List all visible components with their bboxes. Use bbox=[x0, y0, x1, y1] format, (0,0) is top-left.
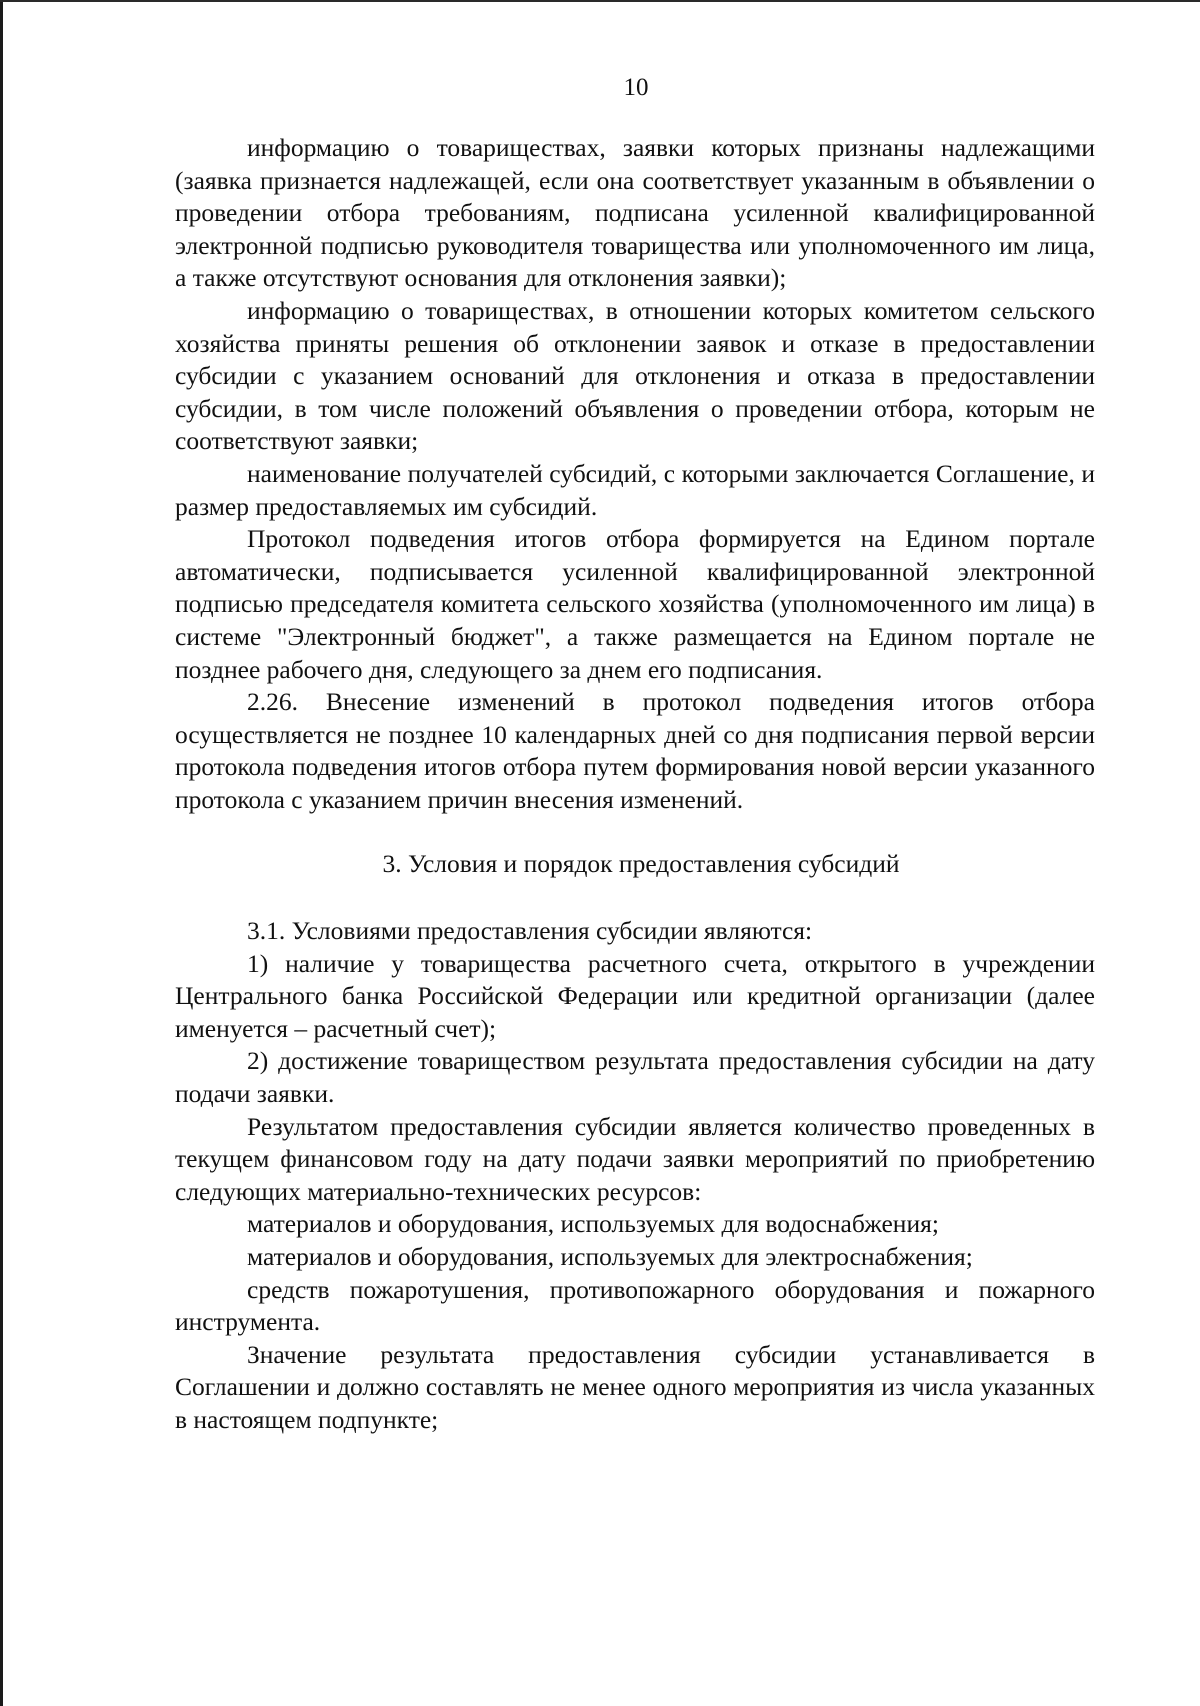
document-body bbox=[175, 132, 1095, 1437]
section-paragraph-6: материалов и оборудования, используемых для электроснабжения; bbox=[247, 1242, 973, 1271]
section-paragraph-7: средств пожаротушения, противопожарного оборудования и пожарного инструмента. bbox=[175, 1274, 1095, 1337]
section-paragraph-8: Значение результата предоставления субсидии устанавливается в Соглашении и должно составлять не менее одного мероприятия из числа указанных в настоящем подпункте; bbox=[175, 1339, 1095, 1434]
section-paragraph-1: 3.1. Условиями предоставления субсидии являются: bbox=[247, 916, 813, 946]
paragraph-2: информацию о товариществах, в отношении которых комитетом сельского хозяйства приняты решения об отклонении заявок и отказе в предоставлении субсидии с указанием оснований для отклонения и отказа в предоставлении субсидии, в том числе положений объявления о проведении отбора, которым не соответствуют заявки; bbox=[175, 295, 1095, 456]
paragraph-5: 2.26. Внесение изменений в протокол подведения итогов отбора осуществляется не позднее 10 календарных дней со дня подписания первой версии протокола подведения итогов отбора путем формирования новой версии указанного протокола с указанием причин внесения изменений. bbox=[175, 687, 1095, 814]
section-paragraph-4: Результатом предоставления субсидии является количество проведенных в текущем финансовом году на дату подачи заявки мероприятий по приобретению следующих материально-технических ресурсов: bbox=[175, 1111, 1095, 1206]
page-number: 10 bbox=[623, 74, 649, 101]
scan-border-left bbox=[0, 0, 3, 1706]
section-heading: 3. Условия и порядок предоставления субсидий bbox=[382, 849, 900, 879]
section-paragraph-2: 1) наличие у товарищества расчетного счета, открытого в учреждении Центрального банка Российской Федерации или кредитной организации (далее именуется – расчетный счет); bbox=[175, 948, 1095, 1043]
paragraph-4: Протокол подведения итогов отбора формируется на Едином портале автоматически, подписывается усиленной квалифицированной электронной подписью председателя комитета сельского хозяйства (уполномоченного им лица) в системе "Электронный бюджет", а также размещается на Едином портале не позднее рабочего дня, следующего за днем его подписания. bbox=[175, 524, 1095, 684]
scan-border-top bbox=[0, 0, 1200, 2]
section-paragraph-3: 2) достижение товариществом результата предоставления субсидии на дату подачи заявки. bbox=[175, 1046, 1095, 1109]
paragraph-1: информацию о товариществах, заявки которых признаны надлежащими (заявка признается надлежащей, если она соответствует указанным в объявлении о проведении отбора требованиям, подписана усиленной квалифицированной электронной подписью руководителя товарищества или уполномоченного им лица, а также отсутствуют основания для отклонения заявки); bbox=[175, 133, 1095, 293]
paragraph-3: наименование получателей субсидий, с которыми заключается Соглашение, и размер предоставляемых им субсидий. bbox=[175, 458, 1095, 521]
section-paragraph-5: материалов и оборудования, используемых для водоснабжения; bbox=[247, 1209, 939, 1239]
